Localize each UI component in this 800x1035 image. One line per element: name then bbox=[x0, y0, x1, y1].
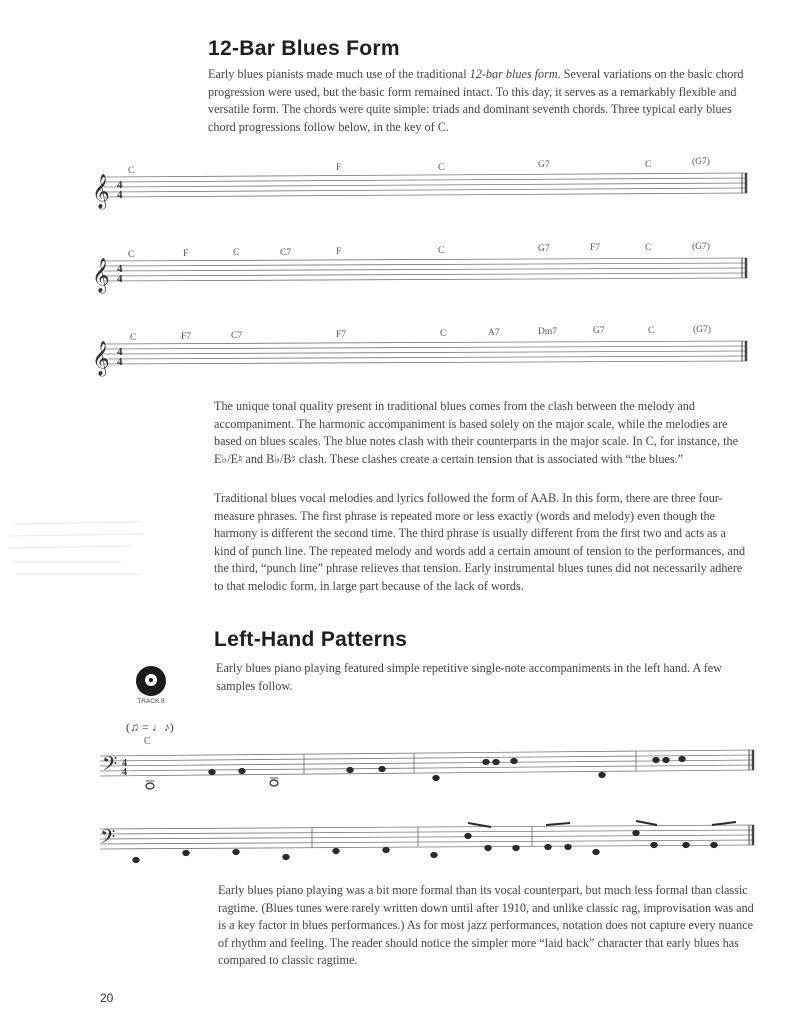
closing-paragraph: Early blues piano playing was a bit more formal than its vocal counterpart, but much less formal than classic ragtime. (Blues tunes were rarely written down until after 1910, and unlike classic rag, improvisation was and is a key factor in blues performances.) As for most jazz performances, notation does not capture every nuance of rhythm and feeling. The reader should notice the simpler more “laid back” character that early blues has compared to classic ragtime. bbox=[218, 883, 754, 968]
staff-lines bbox=[104, 258, 747, 281]
intro-text-before: Early blues pianists made much use of the traditional bbox=[208, 67, 470, 81]
chord-label: G7 bbox=[538, 160, 550, 170]
intro-paragraph bbox=[208, 66, 748, 136]
chord-label: C bbox=[233, 248, 240, 258]
chord-label: C7 bbox=[231, 331, 243, 341]
chord-label: F7 bbox=[181, 332, 192, 342]
show-through-smudge bbox=[2, 512, 152, 592]
section-title-left-hand-patterns: Left-Hand Patterns bbox=[214, 628, 408, 651]
time-signature-bottom: 4 bbox=[122, 767, 127, 778]
time-signature-top: 4 bbox=[117, 346, 123, 358]
time-signature-top: 4 bbox=[122, 758, 127, 769]
treble-clef: 𝄞 bbox=[92, 342, 110, 375]
chord-label: C bbox=[144, 736, 151, 747]
chord-label: C7 bbox=[280, 248, 292, 258]
chord-label: C bbox=[438, 163, 445, 173]
chord-label: A7 bbox=[488, 328, 500, 338]
progression-staff-3 bbox=[90, 316, 760, 386]
chord-label: G7 bbox=[593, 326, 605, 336]
bass-staff-1 bbox=[96, 730, 766, 810]
chord-label: C bbox=[128, 250, 135, 260]
chord-label: (G7) bbox=[693, 325, 711, 335]
bass-clef: 𝄢 bbox=[102, 754, 118, 780]
chord-label: F bbox=[336, 163, 342, 173]
notes bbox=[133, 830, 717, 862]
staff-lines bbox=[104, 173, 747, 197]
chord-label: G7 bbox=[538, 244, 550, 254]
chord-label: F bbox=[183, 249, 189, 259]
time-signature-top: 4 bbox=[117, 263, 123, 275]
chord-label: C bbox=[645, 243, 652, 253]
audio-track-badge[interactable] bbox=[131, 666, 171, 705]
treble-clef: 𝄞 bbox=[92, 259, 110, 292]
progression-staff-1 bbox=[90, 150, 760, 220]
chord-label: (G7) bbox=[692, 242, 710, 252]
progression-staff-2 bbox=[90, 234, 760, 304]
chord-label: C bbox=[438, 246, 445, 256]
intro-text-after: . Several variations on the basic chord progression were used, but the basic form remained intact. To this day, it serves as a remarkably flexible and versatile form. The chords were quite simple: triads and dominant seventh chords. Three typical early blues chord progressions follow below, in the key of C. bbox=[208, 67, 744, 134]
section-title-12-bar-blues: 12-Bar Blues Form bbox=[208, 37, 400, 60]
treble-clef: 𝄞 bbox=[92, 175, 110, 208]
swing-tempo-marking: (♫ = ♩♪) bbox=[126, 720, 174, 734]
chord-label: C bbox=[645, 160, 652, 170]
chord-label: C bbox=[128, 166, 135, 176]
time-signature-top: 4 bbox=[117, 179, 123, 191]
chord-label: F7 bbox=[336, 330, 347, 340]
time-signature-bottom: 4 bbox=[117, 356, 123, 368]
time-signature-bottom: 4 bbox=[117, 273, 123, 285]
left-hand-intro: Early blues piano playing featured simple repetitive single-note accompaniments in the left hand. A few samples follow. bbox=[216, 661, 722, 693]
cd-icon bbox=[136, 666, 166, 696]
bass-clef: 𝄢 bbox=[100, 827, 116, 853]
chord-label: F bbox=[336, 247, 342, 257]
chord-label: F7 bbox=[590, 243, 601, 253]
aab-form-paragraph: Traditional blues vocal melodies and lyrics followed the form of AAB. In this form, there are three four-measure phrases. The first phrase is repeated more or less exactly (words and melody) even though the harmony is different the second time. The third phrase is usually different from the first two and acts as a kind of punch line. The repeated melody and words add a certain amount of tension to the performances, and the third, “punch line” phrase relieves that tension. Early instrumental blues tunes did not necessarily adhere to that melodic form, in large part because of the lack of words. bbox=[214, 491, 746, 593]
chord-label: C bbox=[130, 333, 137, 343]
intro-term: 12-bar blues form bbox=[469, 67, 558, 81]
chord-label: (G7) bbox=[692, 157, 710, 167]
staff-lines bbox=[104, 341, 747, 364]
time-signature-bottom: 4 bbox=[117, 189, 123, 201]
tonal-quality-paragraph: The unique tonal quality present in traditional blues comes from the clash between the melody and accompaniment. The harmonic accompaniment is based solely on the major scale, while the melodies are based on blues scales. The blue notes clash with their counterparts in the major scale. In C, for instance, the E♭/E♮ and B♭/B♮ clash. These clashes create a certain tension that is associated with “the blues.” bbox=[214, 399, 739, 466]
page-number: 20 bbox=[100, 991, 114, 1005]
chord-label: Dm7 bbox=[538, 327, 557, 337]
chord-label: C bbox=[440, 329, 447, 339]
chord-label: C bbox=[648, 326, 655, 336]
track-label: TRACK 8 bbox=[137, 698, 165, 705]
